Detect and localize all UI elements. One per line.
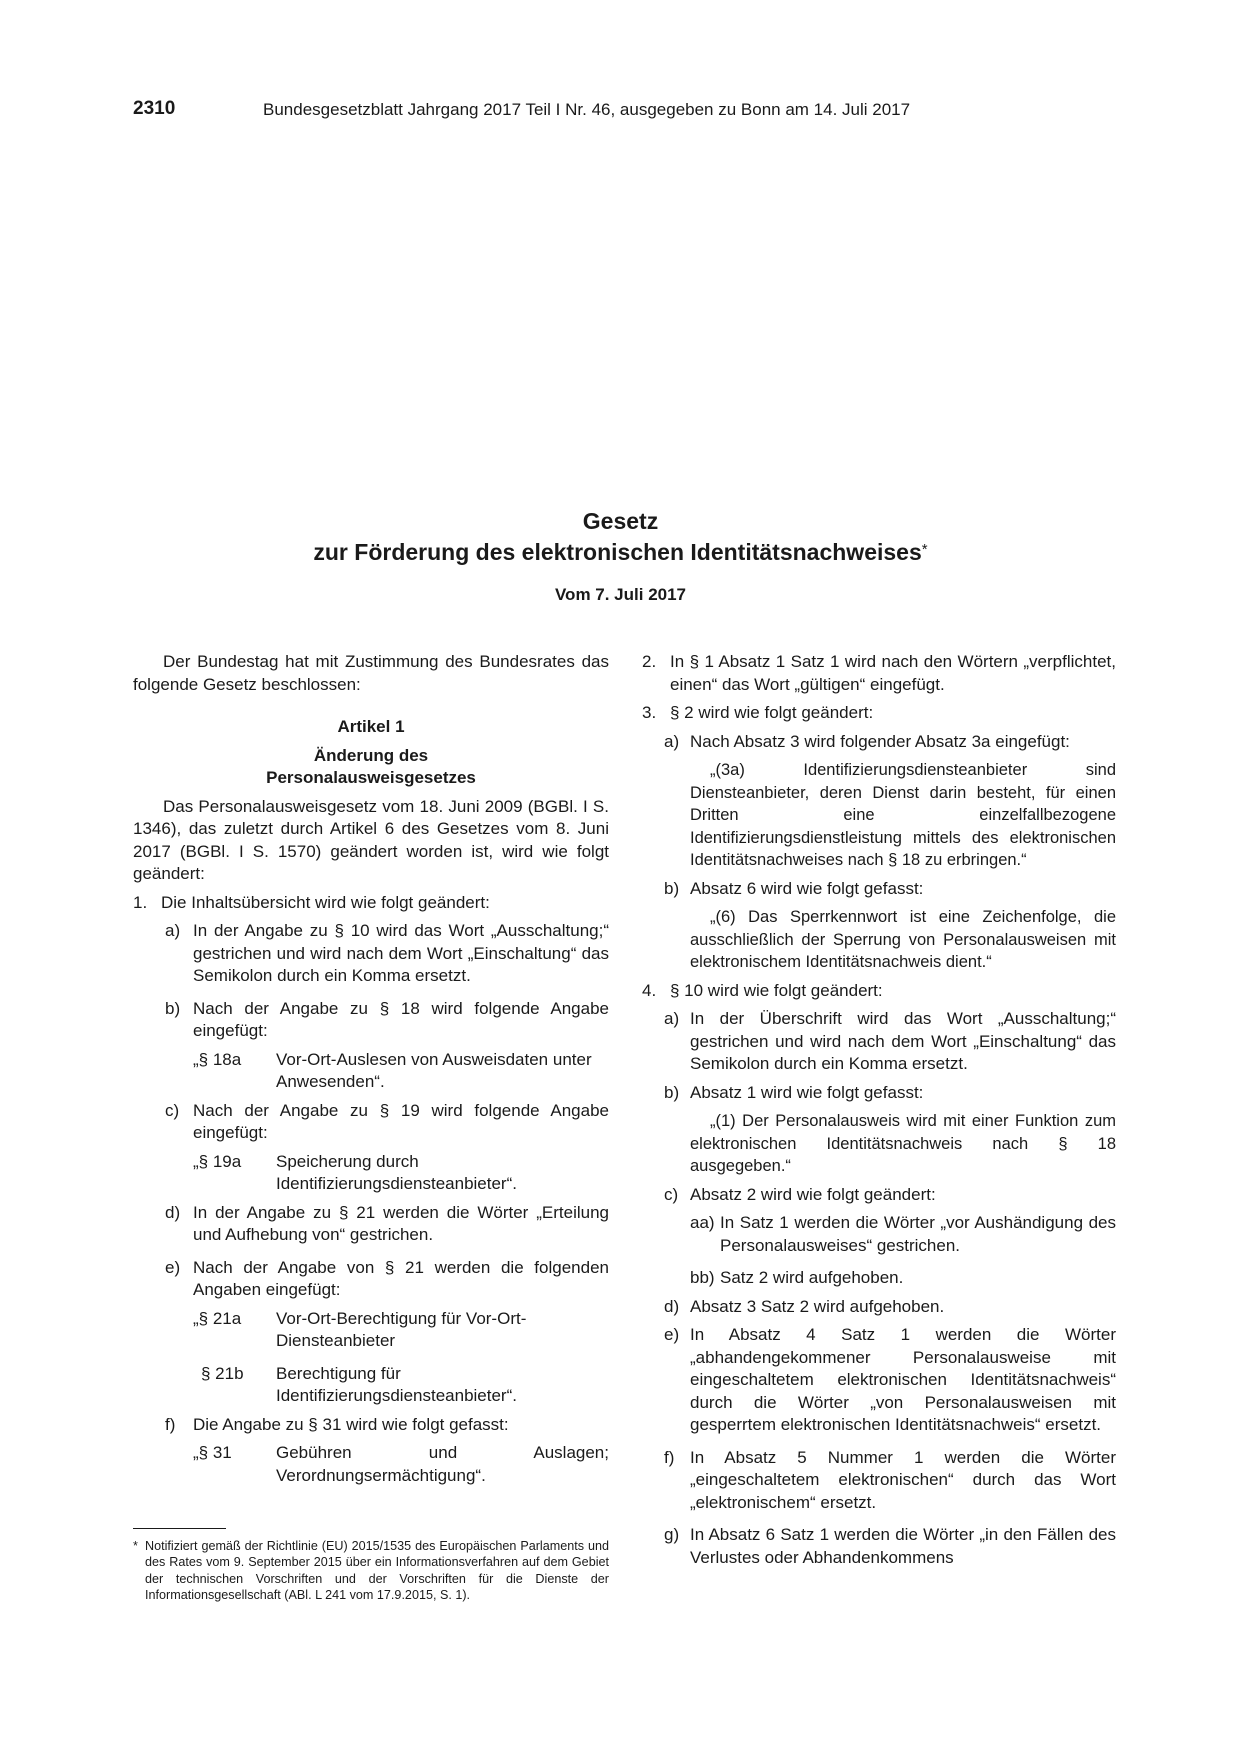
item-label: a) xyxy=(165,921,181,940)
law-date: Vom 7. Juli 2017 xyxy=(554,585,687,604)
intro-paragraph: Der Bundestag hat mit Zustimmung des Bundesrates das folgende Gesetz beschlossen: xyxy=(133,652,609,694)
item-text: In Absatz 4 Satz 1 werden die Wörter „abhandengekommener Personalausweise mit eingeschaltetem elektronischen Identitätsnachweis“ durch die Wörter „von Personalausweisen mit gesperrtem elektronischen Identitätsnachweis“ ersetzt. xyxy=(690,1325,1116,1434)
item-text: In Absatz 5 Nummer 1 werden die Wörter „eingeschaltetem elektronischen“ durch das Wort „elektronischem“ ersetzt. xyxy=(690,1447,1116,1512)
list-item-3a xyxy=(642,731,1116,754)
list-item-4e xyxy=(642,1324,1116,1437)
list-item-3b xyxy=(642,878,1116,901)
list-item-1b xyxy=(133,998,609,1043)
item-text: In der Angabe zu § 10 wird das Wort „Ausschaltung;“ gestrichen und wird nach dem Wort „Einschaltung“ das Semikolon durch ein Komma ersetzt. xyxy=(193,921,609,985)
list-item-4a xyxy=(642,1008,1116,1076)
title-line-2-text: zur Förderung des elektronischen Identitätsnachweises xyxy=(313,539,922,565)
item-label: b) xyxy=(165,998,181,1018)
list-item-1f xyxy=(133,1414,609,1437)
item-label: 3. xyxy=(642,703,657,722)
item-text: Absatz 2 wird wie folgt geändert: xyxy=(690,1184,936,1204)
page-number: 2310 xyxy=(133,98,176,119)
list-item-1 xyxy=(133,892,609,915)
entry-number: „§ 18a xyxy=(193,1049,242,1069)
item-label: a) xyxy=(664,731,680,751)
entry-text: Berechtigung für Identifizierungsdiensteanbieter“. xyxy=(276,1363,517,1405)
item-label: f) xyxy=(664,1447,675,1467)
article-title-2: Personalausweisgesetzes xyxy=(266,768,476,787)
list-item-4 xyxy=(642,980,1116,1003)
quote-3b: „(6) Das Sperrkennwort ist eine Zeichenfolge, die ausschließlich der Sperrung von Personalausweisen mit elektronischem Identitätsnachweis dient.“ xyxy=(690,908,1116,971)
article-title-1: Änderung des xyxy=(313,745,429,765)
item-text: In der Überschrift wird das Wort „Ausschaltung;“ gestrichen und wird nach dem Wort „Einschaltung“ das Semikolon durch ein Komma ersetzt. xyxy=(690,1009,1116,1073)
item-label: 2. xyxy=(642,652,657,671)
list-item-3 xyxy=(642,702,1116,725)
list-item-1c xyxy=(133,1100,609,1145)
item-label: bb) xyxy=(690,1268,715,1287)
item-label: 4. xyxy=(642,980,657,1000)
item-text: Nach der Angabe zu § 19 wird folgende Angabe eingefügt: xyxy=(193,1100,609,1142)
footnote-text: Notifiziert gemäß der Richtlinie (EU) 2015/1535 des Europäischen Parlaments und des Rates vom 9. September 2015 über ein Informationsverfahren auf dem Gebiet der technischen Vorschriften und der Vorschriften für die Dienste der Informationsgesellschaft (ABl. L 241 vom 17.9.2015, S. 1). xyxy=(145,1539,609,1602)
toc-entry-21a xyxy=(133,1308,609,1353)
article-paragraph: Das Personalausweisgesetz vom 18. Juni 2009 (BGBl. I S. 1346), das zuletzt durch Artikel 6 des Gesetzes vom 8. Juni 2017 (BGBl. I S. 1570) geändert worden ist, wird wie folgt geändert: xyxy=(133,796,609,883)
footnote xyxy=(133,1538,609,1603)
entry-number: „§ 19a xyxy=(193,1151,242,1171)
toc-entry-31 xyxy=(133,1442,609,1487)
list-item-1a xyxy=(133,920,609,988)
item-text: Absatz 6 wird wie folgt gefasst: xyxy=(690,878,924,898)
toc-entry-18a xyxy=(133,1049,609,1094)
right-column xyxy=(642,651,1116,1569)
list-item-4f xyxy=(642,1447,1116,1515)
item-text: Absatz 1 wird wie folgt gefasst: xyxy=(690,1082,924,1102)
list-item-4g xyxy=(642,1524,1116,1569)
item-label: e) xyxy=(165,1257,181,1277)
item-text: In § 1 Absatz 1 Satz 1 wird nach den Wörtern „verpflichtet, einen“ das Wort „gültigen“ eingefügt. xyxy=(670,652,1116,694)
item-text: § 10 wird wie folgt geändert: xyxy=(670,980,883,1000)
quote-3a: „(3a) Identifizierungsdiensteanbieter sind Diensteanbieter, deren Dienst darin besteht, für einen Dritten eine einzelfallbezogene Identifizierungsdienstleistung mittels des elektronischen Identitätsnachweises nach § 18 zu erbringen.“ xyxy=(690,761,1116,869)
item-text: § 2 wird wie folgt geändert: xyxy=(670,703,874,722)
entry-number: § 21b xyxy=(201,1363,244,1383)
item-label: d) xyxy=(664,1296,680,1316)
left-column xyxy=(133,651,609,1487)
item-text: In Absatz 6 Satz 1 werden die Wörter „in den Fällen des Verlustes oder Abhandenkommens xyxy=(690,1525,1116,1567)
item-label: a) xyxy=(664,1009,680,1028)
list-item-1d xyxy=(133,1202,609,1247)
item-label: c) xyxy=(165,1100,180,1120)
item-text: Die Inhaltsübersicht wird wie folgt geändert: xyxy=(161,892,490,912)
quote-4b: „(1) Der Personalausweis wird mit einer Funktion zum elektronischen Identitätsnachweis nach § 18 ausgegeben.“ xyxy=(690,1112,1116,1175)
item-label: b) xyxy=(664,878,680,898)
item-label: b) xyxy=(664,1082,680,1102)
title-line-1: Gesetz xyxy=(582,508,659,534)
item-text: Absatz 3 Satz 2 wird aufgehoben. xyxy=(690,1296,945,1316)
title-footnote-mark: * xyxy=(921,541,928,558)
list-item-4c-bb xyxy=(642,1267,1116,1290)
item-label: aa) xyxy=(690,1213,715,1232)
title-line-2 xyxy=(0,535,1241,567)
footnote-mark: * xyxy=(133,1539,138,1553)
list-item-4c xyxy=(642,1184,1116,1207)
item-label: 1. xyxy=(133,892,148,912)
list-item-4b xyxy=(642,1082,1116,1105)
list-item-2 xyxy=(642,651,1116,696)
entry-text: Gebühren und Auslagen; Verordnungsermächtigung“. xyxy=(276,1443,609,1485)
item-text: In Satz 1 werden die Wörter „vor Aushändigung des Personalausweises“ gestrichen. xyxy=(720,1213,1116,1255)
item-label: d) xyxy=(165,1202,181,1222)
item-text: Die Angabe zu § 31 wird wie folgt gefasst: xyxy=(193,1414,509,1434)
entry-text: Speicherung durch Identifizierungsdiensteanbieter“. xyxy=(276,1151,517,1193)
item-label: f) xyxy=(165,1414,176,1434)
item-text: Nach der Angabe zu § 18 wird folgende Angabe eingefügt: xyxy=(193,998,609,1040)
item-text: Satz 2 wird aufgehoben. xyxy=(720,1268,904,1287)
item-label: g) xyxy=(664,1525,680,1544)
entry-text: Vor-Ort-Berechtigung für Vor-Ort-Diensteanbieter xyxy=(276,1308,527,1350)
law-title xyxy=(0,507,1241,567)
toc-entry-19a xyxy=(133,1151,609,1196)
list-item-4d xyxy=(642,1296,1116,1319)
item-text: In der Angabe zu § 21 werden die Wörter „Erteilung und Aufhebung von“ gestrichen. xyxy=(193,1202,609,1244)
entry-number: „§ 21a xyxy=(193,1308,242,1328)
item-label: c) xyxy=(664,1184,679,1204)
toc-entry-21b xyxy=(133,1363,609,1408)
item-label: e) xyxy=(664,1325,680,1344)
item-text: Nach der Angabe von § 21 werden die folgenden Angaben eingefügt: xyxy=(193,1257,609,1299)
list-item-1e xyxy=(133,1257,609,1302)
entry-text: Vor-Ort-Auslesen von Ausweisdaten unter Anwesenden“. xyxy=(276,1049,592,1091)
list-item-4c-aa xyxy=(642,1212,1116,1257)
item-text: Nach Absatz 3 wird folgender Absatz 3a eingefügt: xyxy=(690,731,1070,751)
entry-number: „§ 31 xyxy=(193,1443,232,1462)
footnote-divider xyxy=(133,1528,226,1529)
running-title: Bundesgesetzblatt Jahrgang 2017 Teil I Nr. 46, ausgegeben zu Bonn am 14. Juli 2017 xyxy=(263,100,911,119)
article-heading: Artikel 1 xyxy=(337,717,405,736)
